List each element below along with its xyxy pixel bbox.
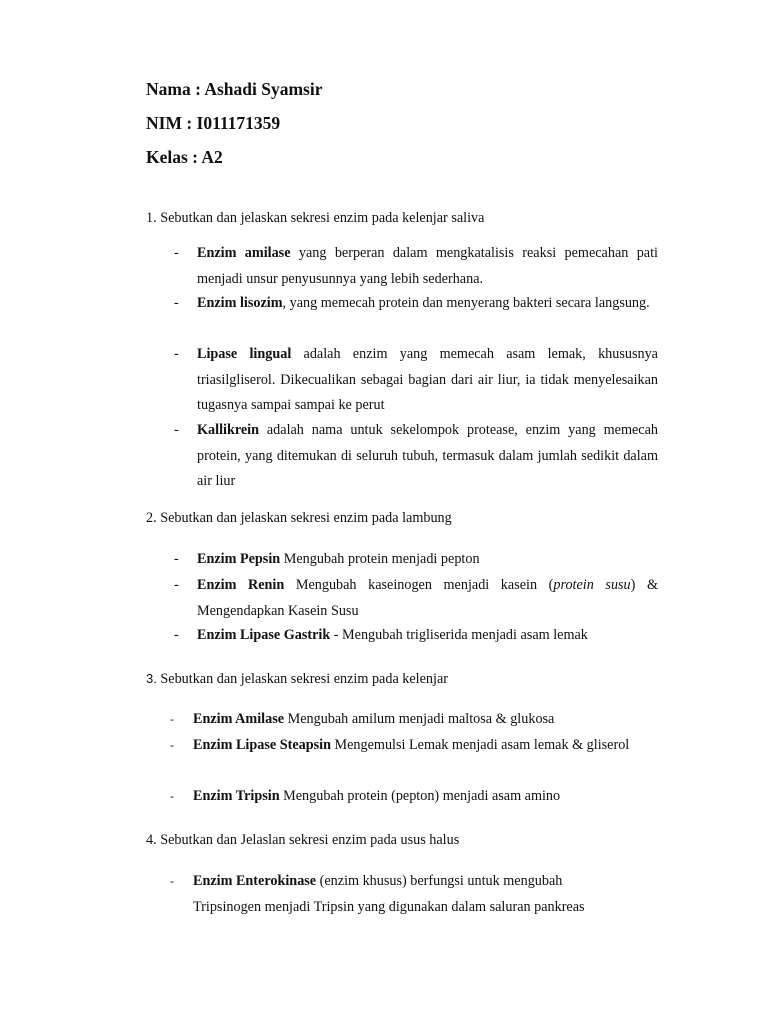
enzyme-description: yang berperan dalam mengkatalisis reaksi pemecahan pati menjadi unsur penyusunnya yang lebih sederhana. <box>197 245 658 287</box>
enzyme-description: Mengubah kaseinogen menjadi kasein ( <box>284 577 554 593</box>
list-bullet: - <box>170 789 174 803</box>
enzyme-term: Enzim lisozim <box>197 295 283 311</box>
list-bullet: - <box>174 245 179 261</box>
enzyme-description: Tripsinogen menjadi Tripsin yang digunakan dalam saluran pankreas <box>193 898 585 915</box>
enzyme-term: Lipase lingual <box>197 346 292 362</box>
list-bullet: - <box>170 712 174 726</box>
question-2: 2. Sebutkan dan jelaskan sekresi enzim pada lambung <box>146 510 452 526</box>
list-item <box>197 547 658 573</box>
list-bullet: - <box>170 874 174 888</box>
question-text: Sebutkan dan jelaskan sekresi enzim pada kelenjar <box>156 671 448 687</box>
list-item-line <box>193 869 658 895</box>
enzyme-description: Mengemulsi Lemak menjadi asam lemak & gliserol <box>330 737 630 753</box>
question-3 <box>146 668 666 690</box>
list-item <box>197 418 658 495</box>
enzyme-term: Enzim Enterokinase <box>193 873 317 889</box>
list-item <box>193 784 658 810</box>
list-item <box>197 342 658 419</box>
list-bullet: - <box>174 346 179 362</box>
enzyme-description: - Mengubah trigliserida menjadi asam lemak <box>330 627 588 643</box>
student-name: Nama : Ashadi Syamsir <box>146 79 323 99</box>
list-item <box>197 291 658 317</box>
list-item <box>197 241 658 292</box>
enzyme-term: Enzim Renin <box>197 577 285 593</box>
list-item <box>193 733 658 759</box>
enzyme-description: Mengubah amilum menjadi maltosa & glukosa <box>284 711 555 727</box>
enzyme-term: Enzim amilase <box>197 245 291 261</box>
enzyme-description: Mengubah protein (pepton) menjadi asam amino <box>279 788 561 804</box>
enzyme-term: Enzim Lipase Steapsin <box>193 737 331 753</box>
enzyme-description: , yang memecah protein dan menyerang bakteri secara langsung. <box>282 295 650 311</box>
student-nim: NIM : I011171359 <box>146 113 281 133</box>
list-bullet: - <box>174 551 179 567</box>
list-item <box>193 707 658 733</box>
question-1: 1. Sebutkan dan jelaskan sekresi enzim pada kelenjar saliva <box>146 210 485 226</box>
question-4: 4. Sebutkan dan Jelaslan sekresi enzim pada usus halus <box>146 832 460 848</box>
question-number: 3. <box>146 671 157 686</box>
enzyme-description: adalah nama untuk sekelompok protease, enzim yang memecah protein, yang ditemukan di seluruh tubuh, termasuk dalam jumlah sedikit dalam air liur <box>197 422 658 489</box>
enzyme-description-italic: protein susu <box>553 577 631 593</box>
enzyme-description: (enzim khusus) berfungsi untuk mengubah <box>316 873 563 889</box>
student-class: Kelas : A2 <box>146 147 223 167</box>
list-bullet: - <box>174 422 179 438</box>
enzyme-term: Enzim Pepsin <box>197 551 281 567</box>
list-bullet: - <box>170 738 174 752</box>
list-item <box>197 573 658 624</box>
list-item <box>197 623 658 649</box>
enzyme-term: Enzim Tripsin <box>193 788 280 804</box>
enzyme-term: Enzim Amilase <box>193 711 285 727</box>
list-bullet: - <box>174 627 179 643</box>
enzyme-description: Mengubah protein menjadi pepton <box>280 551 480 567</box>
enzyme-term: Enzim Lipase Gastrik <box>197 627 331 643</box>
enzyme-description: ) & Mengendapkan Kasein Susu <box>197 577 659 619</box>
list-bullet: - <box>174 295 179 311</box>
enzyme-term: Kallikrein <box>197 422 260 438</box>
list-item <box>193 869 658 920</box>
enzyme-description: adalah enzim yang memecah asam lemak, khususnya triasilgliserol. Dikecualikan sebagai bagian dari air liur, ia tidak menyelesaikan tugasnya sampai sampai ke perut <box>197 346 658 413</box>
list-bullet: - <box>174 577 179 593</box>
